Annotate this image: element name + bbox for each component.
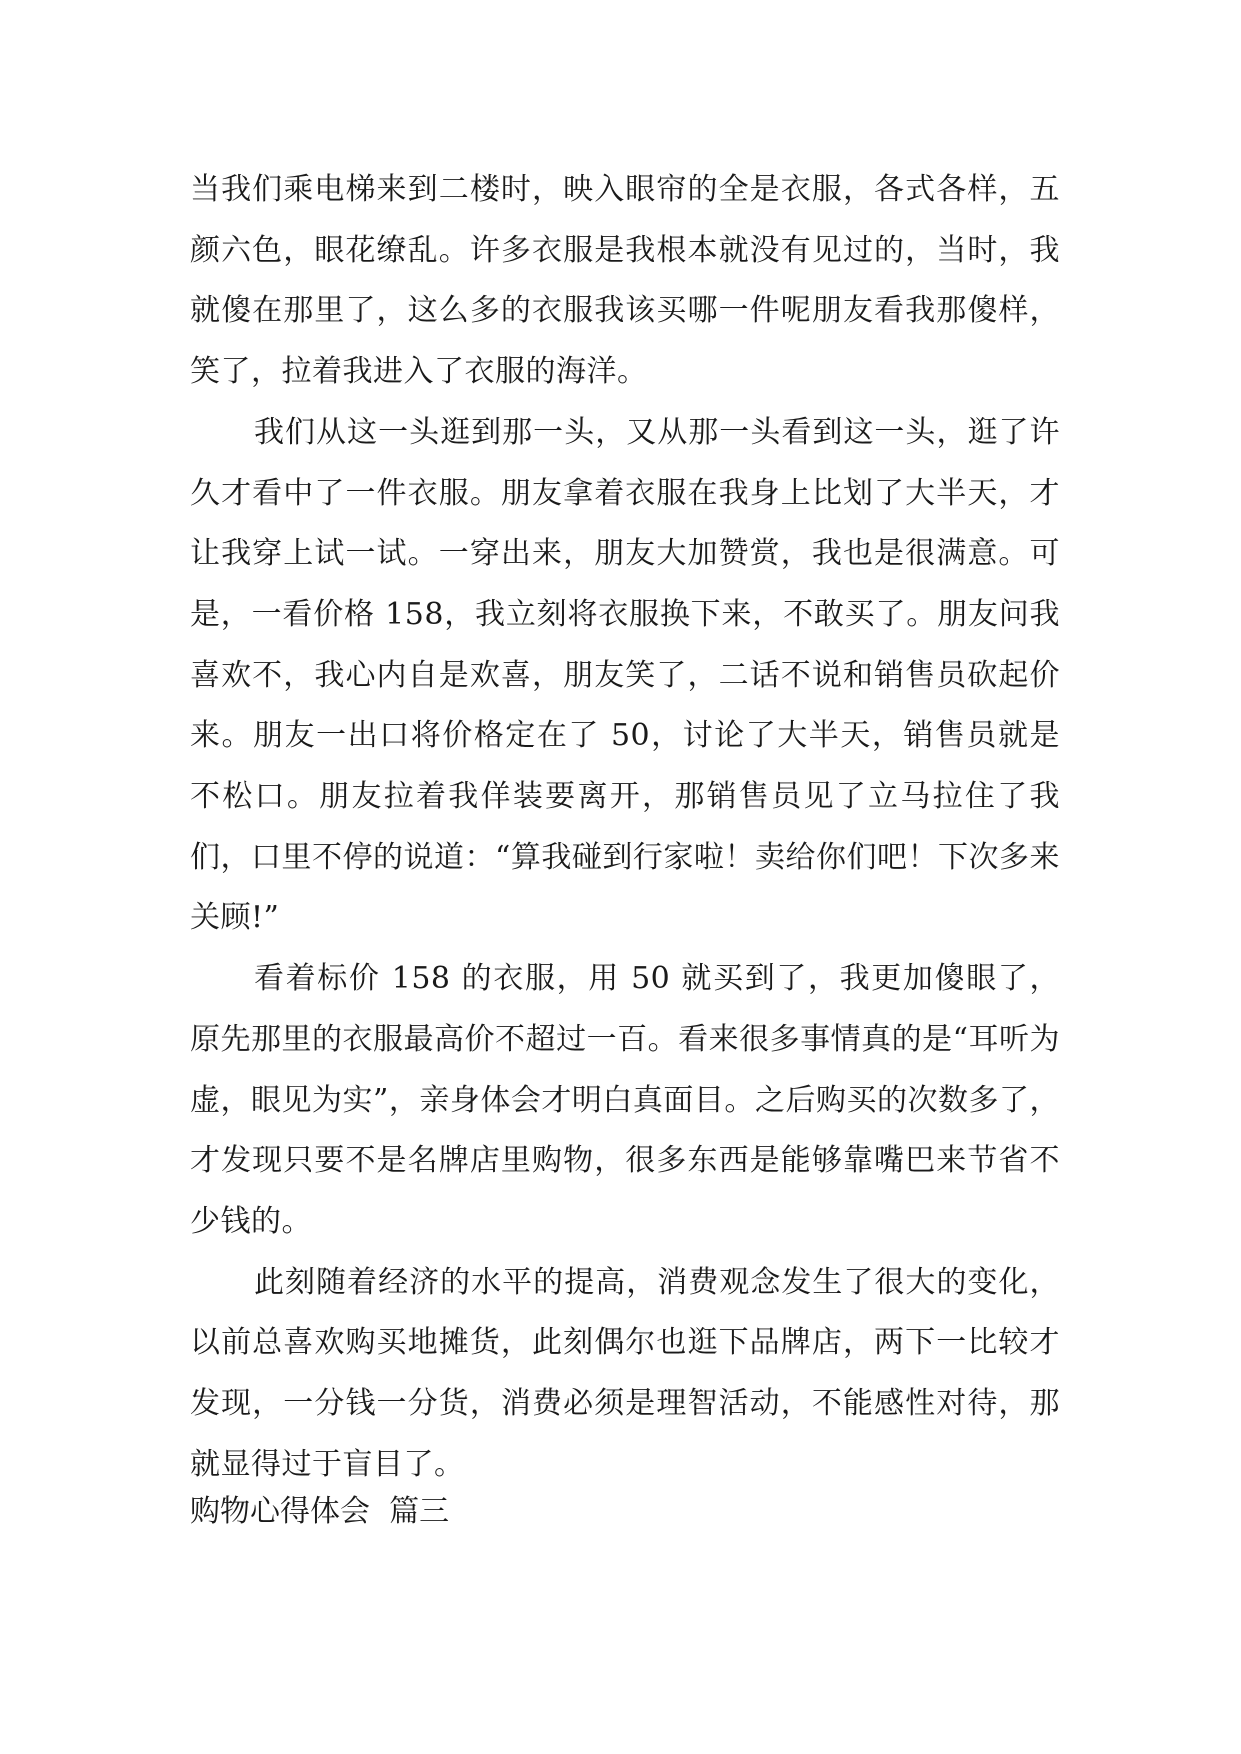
document-body (190, 160, 1060, 1495)
paragraph-1: 当我们乘电梯来到二楼时，映入眼帘的全是衣服，各式各样，五颜六色，眼花缭乱。许多衣服是我根本就没有见过的，当时，我就傻在那里了，这么多的衣服我该买哪一件呢朋友看我那傻样，笑了，拉着我进入了衣服的海洋。 (190, 172, 1060, 390)
paragraph-3: 看着标价 158 的衣服，用 50 就买到了，我更加傻眼了，原先那里的衣服最高价不超过一百。看来很多事情真的是“耳听为虚，眼见为实”，亲身体会才明白真面目。之后购买的次数多了，才发现只要不是名牌店里购物，很多东西是能够靠嘴巴来节省不少钱的。 (190, 961, 1060, 1239)
paragraph-2: 我们从这一头逛到那一头，又从那一头看到这一头，逛了许久才看中了一件衣服。朋友拿着衣服在我身上比划了大半天，才让我穿上试一试。一穿出来，朋友大加赞赏，我也是很满意。可是，一看价格 158，我立刻将衣服换下来，不敢买了。朋友问我喜欢不，我心内自是欢喜，朋友笑了，二话不说和销售员砍起价来。朋友一出口将价格定在了 50，讨论了大半天，销售员就是不松口。朋友拉着我佯装要离开，那销售员见了立马拉住了我们，口里不停的说道：“算我碰到行家啦！卖给你们吧！下次多来关顾!” (190, 414, 1060, 936)
section-heading: 购物心得体会 篇三 (190, 1494, 450, 1529)
paragraph-4: 此刻随着经济的水平的提高，消费观念发生了很大的变化，以前总喜欢购买地摊货，此刻偶尔也逛下品牌店，两下一比较才发现，一分钱一分货，消费必须是理智活动，不能感性对待，那就显得过于盲目了。 (190, 1264, 1060, 1482)
